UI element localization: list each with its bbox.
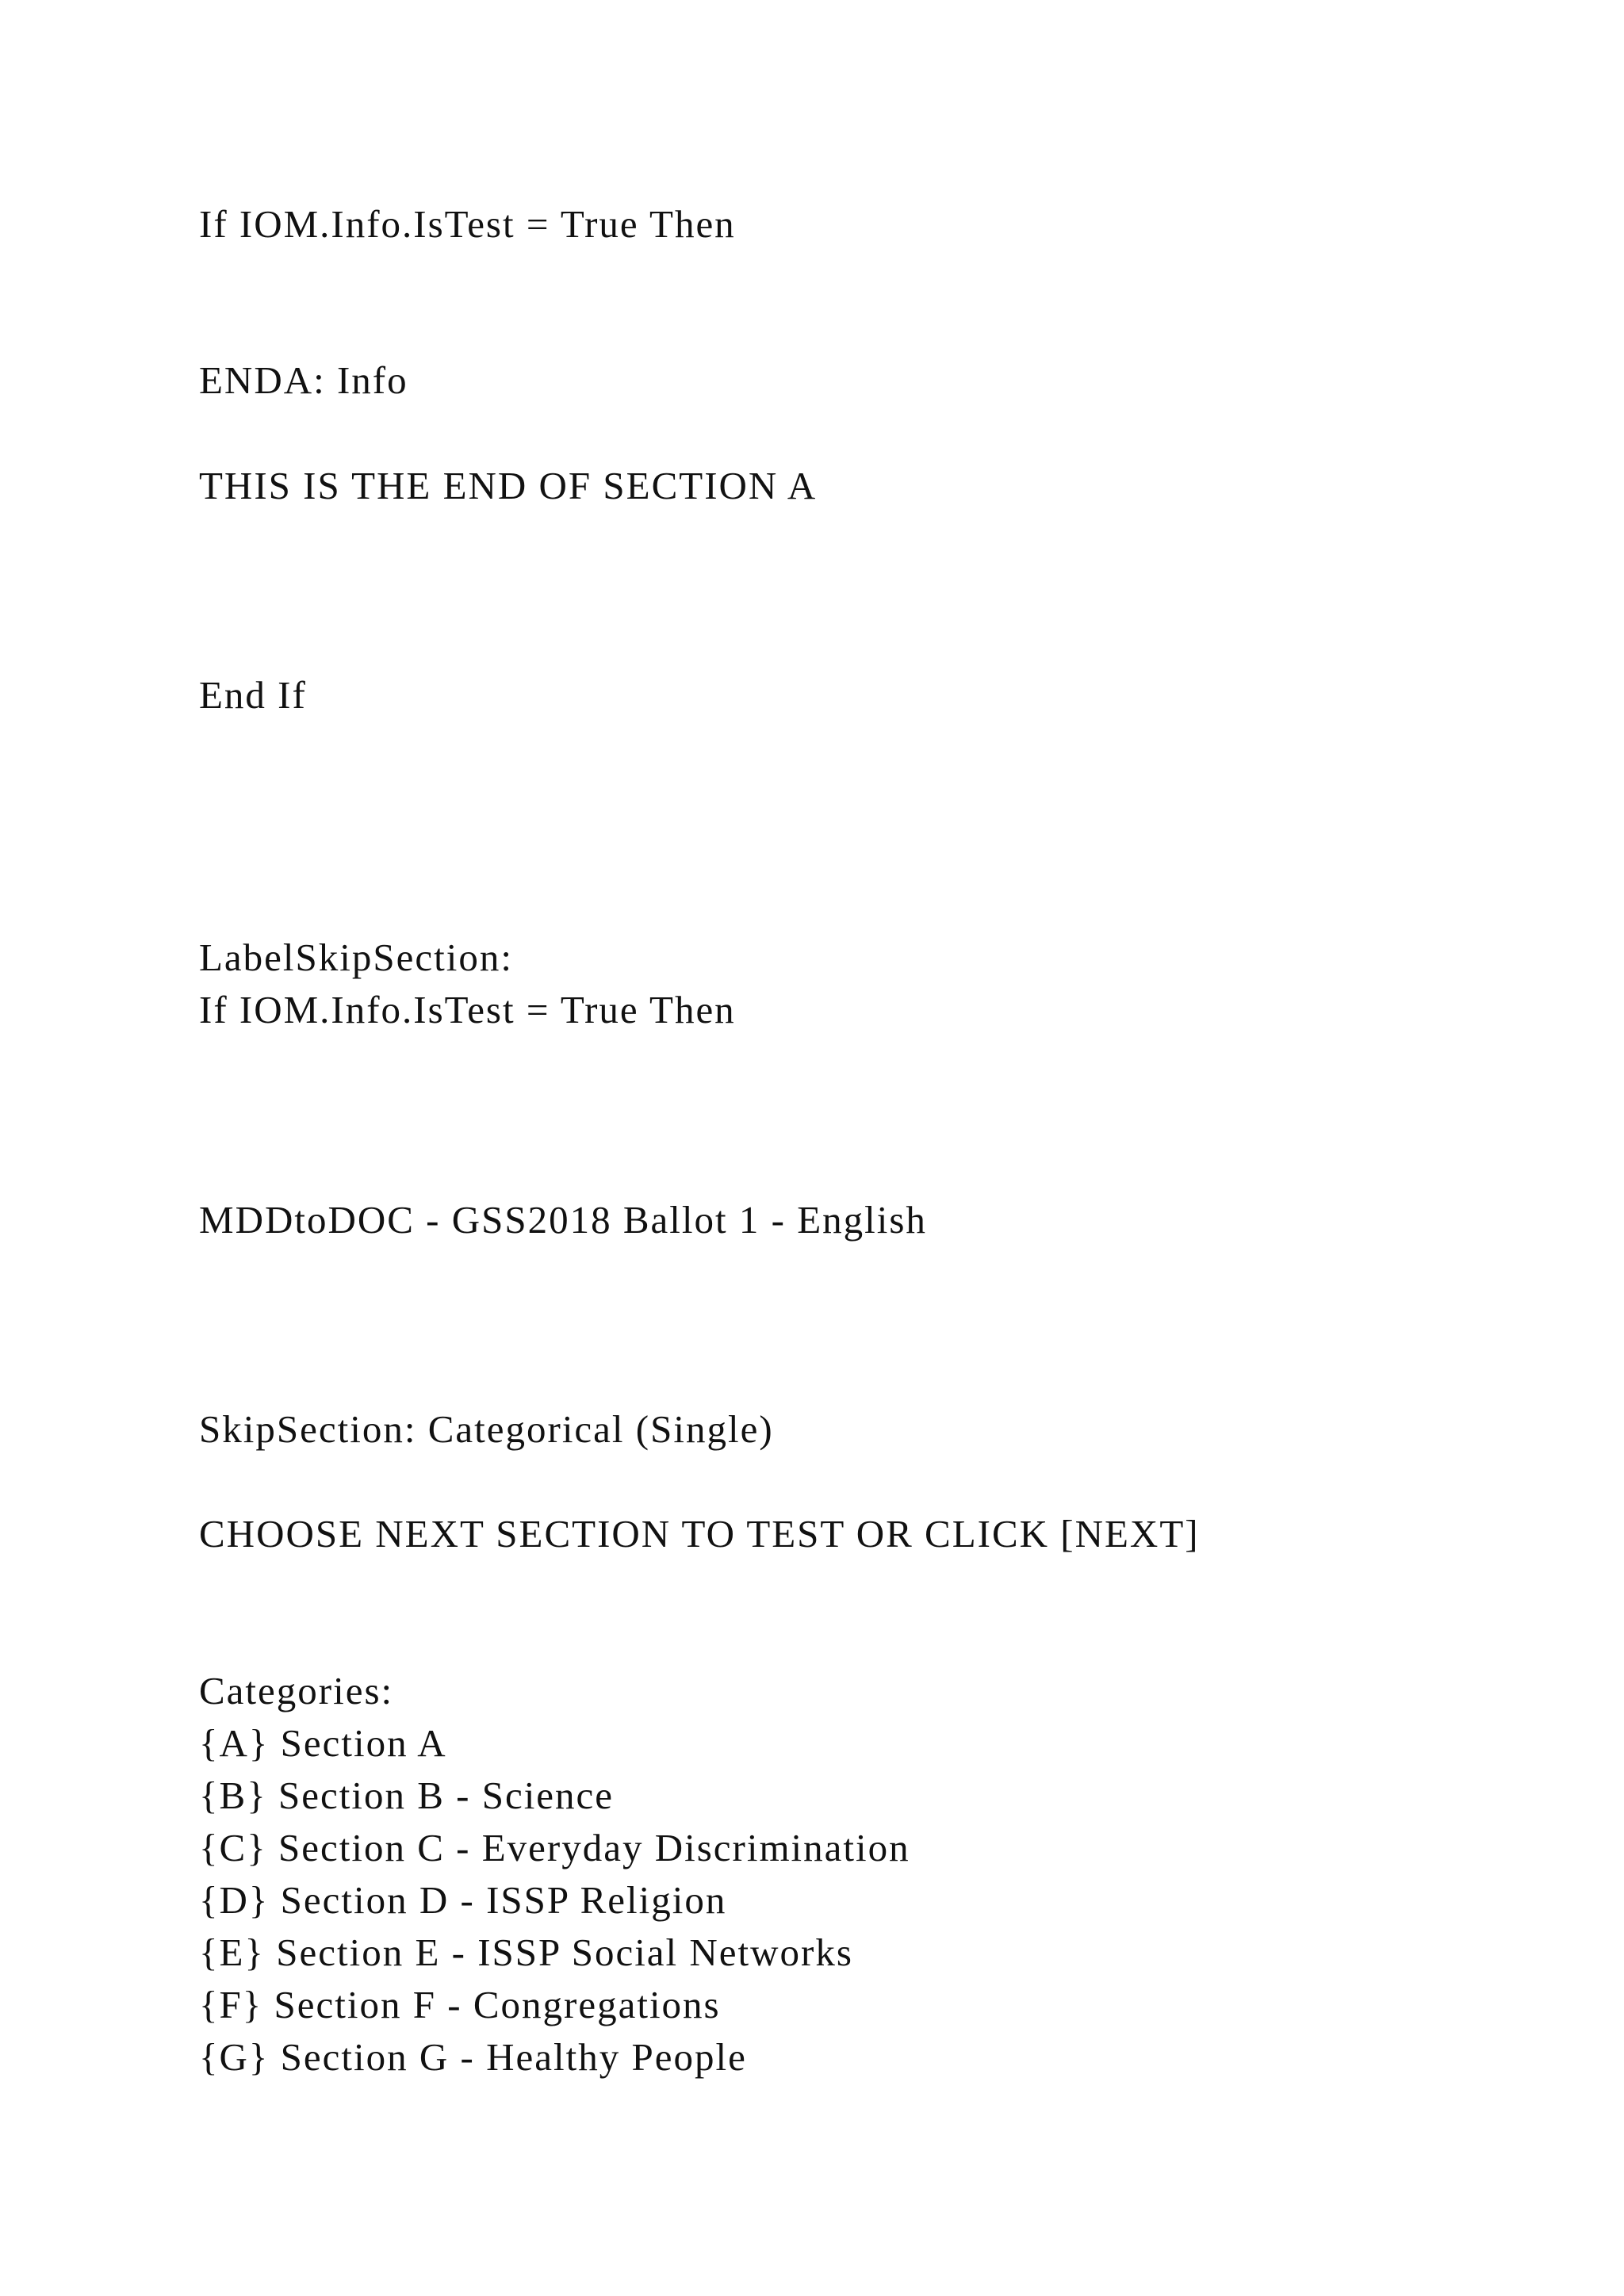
end-if-statement: End If (199, 673, 307, 717)
category-item-c: {C} Section C - Everyday Discrimination (199, 1826, 910, 1869)
category-item-g: {G} Section G - Healthy People (199, 2035, 747, 2079)
enda-label: ENDA: Info (199, 358, 408, 402)
categories-label: Categories: (199, 1669, 394, 1712)
category-item-e: {E} Section E - ISSP Social Networks (199, 1931, 853, 1974)
if-test-statement: If IOM.Info.IsTest = True Then (199, 202, 736, 246)
label-skip-section: LabelSkipSection: (199, 936, 513, 979)
document-header: MDDtoDOC - GSS2018 Ballot 1 - English (199, 1198, 927, 1242)
enda-text: THIS IS THE END OF SECTION A (199, 464, 818, 507)
skip-section-question: SkipSection: Categorical (Single) (199, 1407, 774, 1451)
category-item-a: {A} Section A (199, 1721, 447, 1765)
skip-section-instruction: CHOOSE NEXT SECTION TO TEST OR CLICK [NEXT] (199, 1512, 1200, 1556)
if-test-statement-2: If IOM.Info.IsTest = True Then (199, 988, 736, 1031)
category-item-b: {B} Section B - Science (199, 1774, 615, 1817)
category-item-f: {F} Section F - Congregations (199, 1983, 721, 2026)
category-item-d: {D} Section D - ISSP Religion (199, 1878, 727, 1922)
